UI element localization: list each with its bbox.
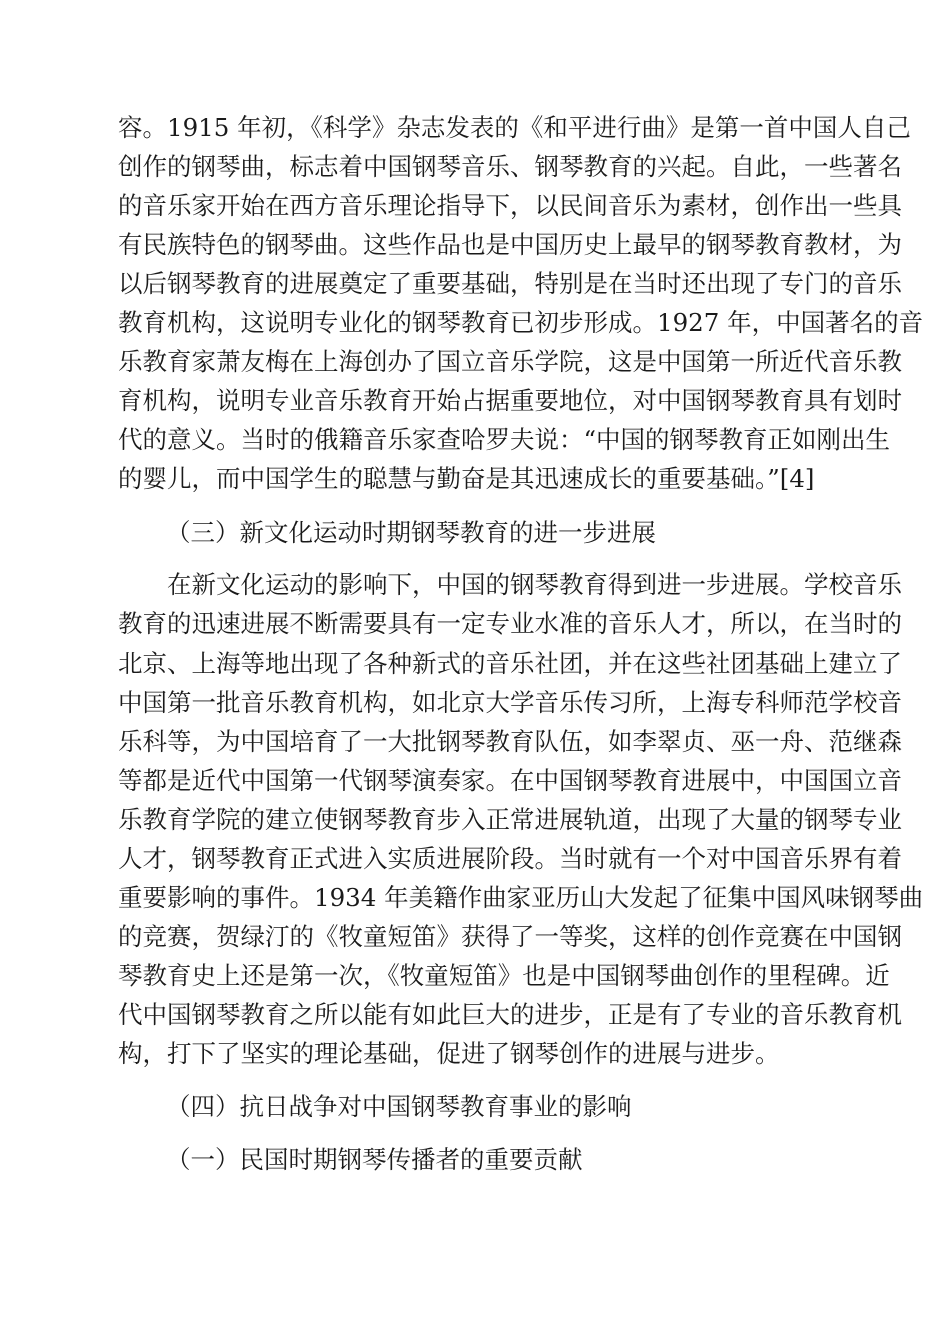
paragraph-2-line: 的竞赛，贺绿汀的《牧童短笛》获得了一等奖，这样的创作竞赛在中国钢 bbox=[118, 921, 902, 951]
paragraph-2-line: 在新文化运动的影响下，中国的钢琴教育得到进一步进展。学校音乐 bbox=[118, 570, 902, 600]
paragraph-2-line: 乐教育学院的建立使钢琴教育步入正常进展轨道，出现了大量的钢琴专业 bbox=[118, 804, 902, 834]
paragraph-2-line: 琴教育史上还是第一次，《牧童短笛》也是中国钢琴曲创作的里程碑。近 bbox=[118, 960, 890, 990]
paragraph-2-line: 乐科等，为中国培育了一大批钢琴教育队伍，如李翠贞、巫一舟、范继森 bbox=[118, 726, 902, 756]
paragraph-2-line: 等都是近代中国第一代钢琴演奏家。在中国钢琴教育进展中，中国国立音 bbox=[118, 765, 902, 795]
section-heading-4: （四）抗日战争对中国钢琴教育事业的影响 bbox=[166, 1092, 632, 1122]
paragraph-1-line: 育机构，说明专业音乐教育开始占据重要地位，对中国钢琴教育具有划时 bbox=[118, 386, 902, 416]
paragraph-1-line: 的音乐家开始在西方音乐理论指导下，以民间音乐为素材，创作出一些具 bbox=[118, 191, 902, 221]
paragraph-2-line: 北京、上海等地出现了各种新式的音乐社团，并在这些社团基础上建立了 bbox=[118, 648, 902, 678]
paragraph-1-line: 的婴儿，而中国学生的聪慧与勤奋是其迅速成长的重要基础。”[4] bbox=[118, 464, 815, 494]
paragraph-2-line: 构，打下了坚实的理论基础，促进了钢琴创作的进展与进步。 bbox=[118, 1038, 780, 1068]
paragraph-1-line: 代的意义。当时的俄籍音乐家查哈罗夫说：“中国的钢琴教育正如刚出生 bbox=[118, 425, 891, 455]
section-heading-3: （三）新文化运动时期钢琴教育的进一步进展 bbox=[166, 517, 656, 547]
paragraph-1-line: 乐教育家萧友梅在上海创办了国立音乐学院，这是中国第一所近代音乐教 bbox=[118, 347, 902, 377]
paragraph-1-line: 有民族特色的钢琴曲。这些作品也是中国历史上最早的钢琴教育教材，为 bbox=[118, 230, 902, 260]
paragraph-2-line: 重要影响的事件。1934 年美籍作曲家亚历山大发起了征集中国风味钢琴曲 bbox=[118, 882, 924, 912]
section-heading-1: （一）民国时期钢琴传播者的重要贡献 bbox=[166, 1145, 583, 1174]
paragraph-1-line: 教育机构，这说明专业化的钢琴教育已初步形成。1927 年，中国著名的音 bbox=[118, 308, 924, 338]
paragraph-1-line: 容。1915 年初，《科学》杂志发表的《和平进行曲》是第一首中国人自己 bbox=[118, 113, 911, 142]
paragraph-1-line: 以后钢琴教育的进展奠定了重要基础，特别是在当时还出现了专门的音乐 bbox=[118, 269, 902, 299]
paragraph-2-line: 中国第一批音乐教育机构，如北京大学音乐传习所，上海专科师范学校音 bbox=[118, 687, 902, 717]
paragraph-2-line: 人才，钢琴教育正式进入实质进展阶段。当时就有一个对中国音乐界有着 bbox=[118, 843, 902, 873]
paragraph-1-line: 创作的钢琴曲，标志着中国钢琴音乐、钢琴教育的兴起。自此，一些著名 bbox=[118, 152, 902, 181]
paragraph-2-line: 教育的迅速进展不断需要具有一定专业水准的音乐人才，所以，在当时的 bbox=[118, 609, 902, 639]
paragraph-2-line: 代中国钢琴教育之所以能有如此巨大的进步，正是有了专业的音乐教育机 bbox=[118, 999, 902, 1029]
